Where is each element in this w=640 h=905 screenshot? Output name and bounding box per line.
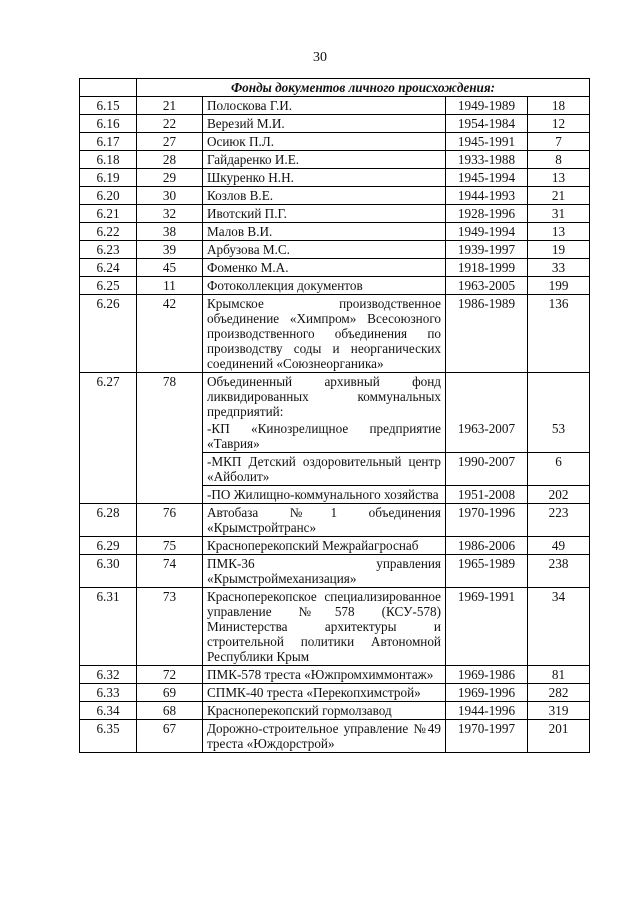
date-range: 1954-1984 <box>446 115 528 133</box>
item-count: 13 <box>528 169 590 187</box>
table-row <box>80 187 590 205</box>
date-range: 1945-1991 <box>446 133 528 151</box>
table-row <box>80 223 590 241</box>
item-count: 33 <box>528 259 590 277</box>
fond-code: 76 <box>137 504 203 537</box>
row-number: 6.25 <box>80 277 137 295</box>
table-row <box>80 133 590 151</box>
date-range: 1951-2008 <box>446 486 528 504</box>
fond-code: 11 <box>137 277 203 295</box>
table-row <box>80 555 590 588</box>
fond-name: Фотоколлекция документов <box>203 277 446 295</box>
fond-name: Шкуренко Н.Н. <box>203 169 446 187</box>
date-range: 1963-2005 <box>446 277 528 295</box>
date-range: 1949-1994 <box>446 223 528 241</box>
row-number: 6.35 <box>80 720 137 753</box>
row-number: 6.32 <box>80 666 137 684</box>
fond-code: 32 <box>137 205 203 223</box>
item-count: 7 <box>528 133 590 151</box>
date-range: 1990-2007 <box>446 453 528 486</box>
item-count: 81 <box>528 666 590 684</box>
fond-name: Красноперекопский гормолзавод <box>203 702 446 720</box>
fond-name: Верезий М.И. <box>203 115 446 133</box>
item-count: 31 <box>528 205 590 223</box>
fond-code: 74 <box>137 555 203 588</box>
fonds-table <box>79 78 590 753</box>
item-count: 202 <box>528 486 590 504</box>
fond-name: Красноперекопское специализированное управление №578 (КСУ-578) Министерства архитектуры и строительной политики Автономной Республики Крым <box>203 588 446 666</box>
fond-name: Крымское производственное объединение «Химпром» Всесоюзного производственного объединения по производству соды и неорганических соединений «Союзнеорганика» <box>203 295 446 373</box>
fond-name: Полоскова Г.И. <box>203 97 446 115</box>
fond-code: 39 <box>137 241 203 259</box>
date-range: 1944-1996 <box>446 702 528 720</box>
row-number: 6.21 <box>80 205 137 223</box>
fond-code: 68 <box>137 702 203 720</box>
date-range: 1969-1986 <box>446 666 528 684</box>
table-row <box>80 702 590 720</box>
fond-name: СПМК-40 треста «Перекопхимстрой» <box>203 684 446 702</box>
page-number: 30 <box>313 50 327 65</box>
fond-name: Дорожно-строительное управление №49 треста «Юждорстрой» <box>203 720 446 753</box>
section-title: Фонды документов личного происхождения: <box>137 79 590 97</box>
date-range: 1969-1991 <box>446 588 528 666</box>
fond-name: Фоменко М.А. <box>203 259 446 277</box>
section-header-row <box>80 79 590 97</box>
item-count: 13 <box>528 223 590 241</box>
fond-code: 22 <box>137 115 203 133</box>
fond-name: Гайдаренко И.Е. <box>203 151 446 169</box>
row-number: 6.22 <box>80 223 137 241</box>
table-row <box>80 115 590 133</box>
fond-name: ПМК-578 треста «Южпромхиммонтаж» <box>203 666 446 684</box>
fond-code: 42 <box>137 295 203 373</box>
item-count: 136 <box>528 295 590 373</box>
row-number: 6.16 <box>80 115 137 133</box>
fonds-table-body <box>80 79 590 753</box>
row-number: 6.15 <box>80 97 137 115</box>
item-count: 223 <box>528 504 590 537</box>
fond-code: 78 <box>137 373 203 504</box>
row-number: 6.24 <box>80 259 137 277</box>
fond-code: 45 <box>137 259 203 277</box>
fond-sub-name: -ПО Жилищно-коммунального хозяйства <box>203 486 446 504</box>
table-row <box>80 151 590 169</box>
fond-code: 28 <box>137 151 203 169</box>
date-range: 1969-1996 <box>446 684 528 702</box>
item-count: 34 <box>528 588 590 666</box>
table-row <box>80 205 590 223</box>
fond-name: Арбузова М.С. <box>203 241 446 259</box>
fond-code: 67 <box>137 720 203 753</box>
date-range: 1963-2007 <box>446 420 528 453</box>
row-number: 6.34 <box>80 702 137 720</box>
fond-sub-name: -КП «Кинозрелищное предприятие «Таврия» <box>203 420 446 453</box>
table-row <box>80 666 590 684</box>
fond-code: 69 <box>137 684 203 702</box>
fond-code: 75 <box>137 537 203 555</box>
fond-name: Козлов В.Е. <box>203 187 446 205</box>
item-count: 19 <box>528 241 590 259</box>
date-range: 1945-1994 <box>446 169 528 187</box>
row-number: 6.31 <box>80 588 137 666</box>
row-number: 6.28 <box>80 504 137 537</box>
date-range: 1944-1993 <box>446 187 528 205</box>
row-number: 6.26 <box>80 295 137 373</box>
table-row <box>80 504 590 537</box>
fond-code: 21 <box>137 97 203 115</box>
date-range: 1949-1989 <box>446 97 528 115</box>
fond-name: ПМК-36 управления «Крымстроймеханизация» <box>203 555 446 588</box>
fond-name: Автобаза №1 объединения «Крымстройтранс» <box>203 504 446 537</box>
date-range: 1986-2006 <box>446 537 528 555</box>
row-number: 6.33 <box>80 684 137 702</box>
table-row <box>80 241 590 259</box>
date-range: 1965-1989 <box>446 555 528 588</box>
row-number: 6.27 <box>80 373 137 504</box>
table-row-group-head <box>80 373 590 421</box>
fond-code: 29 <box>137 169 203 187</box>
row-number: 6.17 <box>80 133 137 151</box>
date-range: 1918-1999 <box>446 259 528 277</box>
table-row <box>80 277 590 295</box>
fond-name: Осиюк П.Л. <box>203 133 446 151</box>
table-row <box>80 537 590 555</box>
fond-name: Объединенный архивный фонд ликвидированных коммунальных предприятий: <box>203 373 446 421</box>
row-number: 6.29 <box>80 537 137 555</box>
row-number: 6.23 <box>80 241 137 259</box>
row-number: 6.30 <box>80 555 137 588</box>
row-number: 6.19 <box>80 169 137 187</box>
item-count: 8 <box>528 151 590 169</box>
table-row <box>80 684 590 702</box>
fond-name: Красноперекопский Межрайагроснаб <box>203 537 446 555</box>
row-number: 6.18 <box>80 151 137 169</box>
table-row <box>80 588 590 666</box>
item-count: 319 <box>528 702 590 720</box>
item-count: 18 <box>528 97 590 115</box>
fond-code: 73 <box>137 588 203 666</box>
item-count: 199 <box>528 277 590 295</box>
row-number: 6.20 <box>80 187 137 205</box>
item-count: 12 <box>528 115 590 133</box>
item-count: 282 <box>528 684 590 702</box>
table-row <box>80 169 590 187</box>
fond-name: Малов В.И. <box>203 223 446 241</box>
fond-code: 30 <box>137 187 203 205</box>
item-count: 6 <box>528 453 590 486</box>
table-row <box>80 97 590 115</box>
date-range: 1939-1997 <box>446 241 528 259</box>
fond-code: 38 <box>137 223 203 241</box>
date-range: 1928-1996 <box>446 205 528 223</box>
item-count: 21 <box>528 187 590 205</box>
date-range: 1970-1996 <box>446 504 528 537</box>
fond-name: Ивотский П.Г. <box>203 205 446 223</box>
date-range: 1933-1988 <box>446 151 528 169</box>
date-range: 1970-1997 <box>446 720 528 753</box>
fond-code: 27 <box>137 133 203 151</box>
table-row <box>80 259 590 277</box>
date-range: 1986-1989 <box>446 295 528 373</box>
section-header-num-cell <box>80 79 137 97</box>
date-range-empty <box>446 373 528 421</box>
item-count: 201 <box>528 720 590 753</box>
item-count: 238 <box>528 555 590 588</box>
table-row <box>80 295 590 373</box>
fond-sub-name: -МКП Детский оздоровительный центр «Айболит» <box>203 453 446 486</box>
item-count: 49 <box>528 537 590 555</box>
fond-code: 72 <box>137 666 203 684</box>
item-count-empty <box>528 373 590 421</box>
item-count: 53 <box>528 420 590 453</box>
table-row <box>80 720 590 753</box>
